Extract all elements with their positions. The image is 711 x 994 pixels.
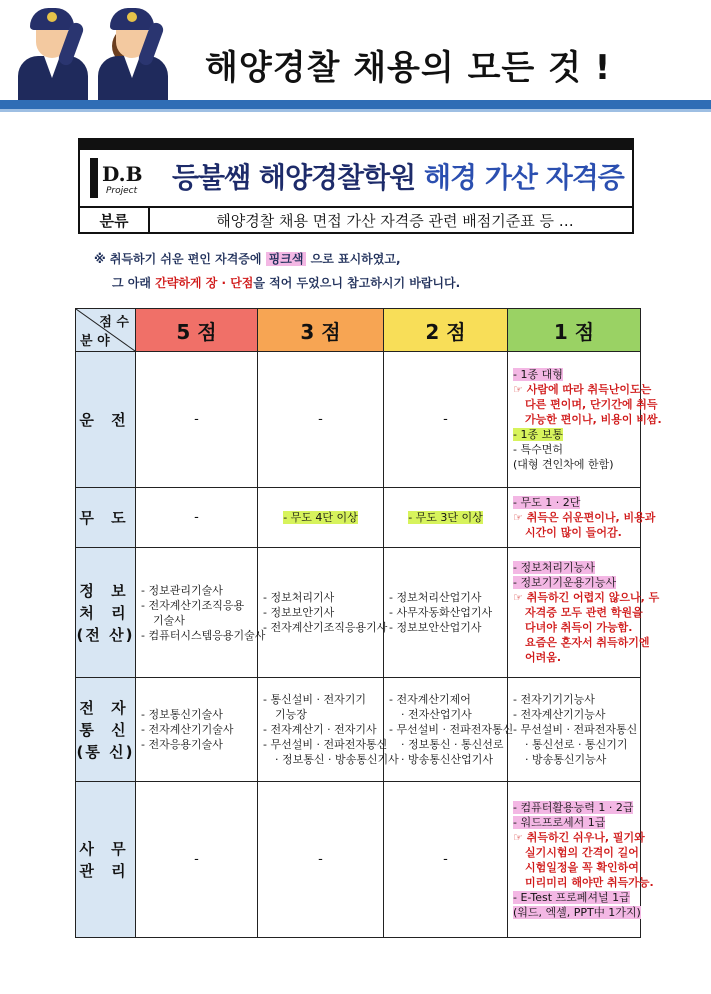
table-row: 사 무 관 리 - - - - 컴퓨터활용능력 1 · 2급 - 워드프로세서 1급 ☞ 취득하긴 쉬우나, 필기와 실기시험의 간격이 길어 시험일정을 꼭 확인하여 미리미리 해야만 취득가능. - E-Test 프로페셔널 1급 (워드, 엑셀, PPT中 1가지) bbox=[76, 782, 641, 938]
header-5-points: 5 점 bbox=[136, 309, 258, 352]
academy-name: 등불쌤 해양경찰학원 bbox=[172, 161, 416, 194]
note-line-2: 그 아래 간략하게 장 · 단점을 적어 두었으니 참고하시기 바랍니다. bbox=[112, 276, 461, 290]
table-row: 무 도 - - 무도 4단 이상 - 무도 3단 이상 - 무도 1 · 2단 ☞ 취득은 쉬운편이나, 비용과 시간이 많이 들어감. bbox=[76, 488, 641, 548]
info-1-point: - 정보처리기능사 - 정보기기운용기능사 ☞ 취득하긴 어렵지 않으나, 두 자격증 모두 관련 학원을 다녀야 취득이 가능함. 요즘은 혼자서 취득하기엔 어려움. bbox=[508, 548, 641, 678]
category-row bbox=[80, 206, 632, 234]
header-1-point: 1 점 bbox=[508, 309, 641, 352]
academy-logo: D.B Project bbox=[84, 154, 146, 202]
page-header bbox=[0, 0, 711, 110]
note-line-1: ※ 취득하기 쉬운 편인 자격증에 핑크색 으로 표시하였고, bbox=[94, 252, 401, 266]
table-row: 운 전 - - - - 1종 대형 ☞ 사람에 따라 취득난이도는 다른 편이며, 단기간에 취득 가능한 편이나, 비용이 비쌈. - 1종 보통 - 특수면허 (대형 견인차에 한함) bbox=[76, 352, 641, 488]
header-3-points: 3 점 bbox=[258, 309, 384, 352]
category-office-admin: 사 무 관 리 bbox=[76, 782, 136, 938]
category-info-processing: 정 보 처 리 (전 산) bbox=[76, 548, 136, 678]
corner-header: 점 수 분 야 bbox=[76, 309, 136, 352]
table-header-row bbox=[76, 309, 641, 352]
table-row: 전 자 통 신 (통 신) - 정보통신기술사 - 전자계산기기술사 - 전자응용기술사 - 통신설비 · 전자기기 기능장 - 전자계산기 · 전자기사 - 무선설비 · 전파전자통신 · 정보통신 · 방송통신기사 - 전자계산기제어 · 전자산업기사 - 무선설비 · 전파전자통신 · 정보통신 · 통신선로 · 방송통신산업기사 - 전자기기기능사 - 전자계산기기능사 - 무선설비 · 전파전자통신 · 통신선로 · 통신기기 · 방송통신기능사 bbox=[76, 678, 641, 782]
category-driving: 운 전 bbox=[76, 352, 136, 488]
score-table bbox=[75, 308, 662, 938]
page-title: 해양경찰 채용의 모든 것 ! bbox=[205, 48, 612, 88]
category-value: 해양경찰 채용 면접 가산 자격증 관련 배점기준표 등 … bbox=[216, 212, 574, 230]
category-label: 분류 bbox=[80, 208, 150, 234]
header-2-points: 2 점 bbox=[384, 309, 508, 352]
category-martial-arts: 무 도 bbox=[76, 488, 136, 548]
martial-1-point: - 무도 1 · 2단 ☞ 취득은 쉬운편이나, 비용과 시간이 많이 들어감. bbox=[508, 488, 641, 548]
pink-legend: 핑크색 bbox=[266, 252, 307, 266]
category-electronic-comm: 전 자 통 신 (통 신) bbox=[76, 678, 136, 782]
header-divider bbox=[0, 100, 711, 109]
document-subject: 해경 가산 자격증 bbox=[424, 161, 624, 194]
office-1-point: - 컴퓨터활용능력 1 · 2급 - 워드프로세서 1급 ☞ 취득하긴 쉬우나, 필기와 실기시험의 간격이 길어 시험일정을 꼭 확인하여 미리미리 해야만 취득가능. - E-Test 프로페셔널 1급 (워드, 엑셀, PPT中 1가지) bbox=[508, 782, 641, 938]
table-row: 정 보 처 리 (전 산) - 정보관리기술사 - 전자계산기조직응용 기술사 - 컴퓨터시스템응용기술사 - 정보처리기사 - 정보보안기사 - 전자계산기조직응용기사 - 정보처리산업기사 - 사무자동화산업기사 - 정보보안산업기사 - 정보처리기능사 - 정보기기운용기능사 ☞ 취득하긴 어렵지 않으나, 두 자격증 모두 관련 학원을 다녀야 취득이 가능함. 요즘은 혼자서 취득하기엔 어려움. bbox=[76, 548, 641, 678]
academy-banner bbox=[78, 138, 634, 234]
driving-1-point: - 1종 대형 ☞ 사람에 따라 취득난이도는 다른 편이며, 단기간에 취득 가능한 편이나, 비용이 비쌈. - 1종 보통 - 특수면허 (대형 견인차에 한함) bbox=[508, 352, 641, 488]
header-divider-light bbox=[0, 109, 711, 112]
lighthouse-icon bbox=[90, 158, 98, 198]
